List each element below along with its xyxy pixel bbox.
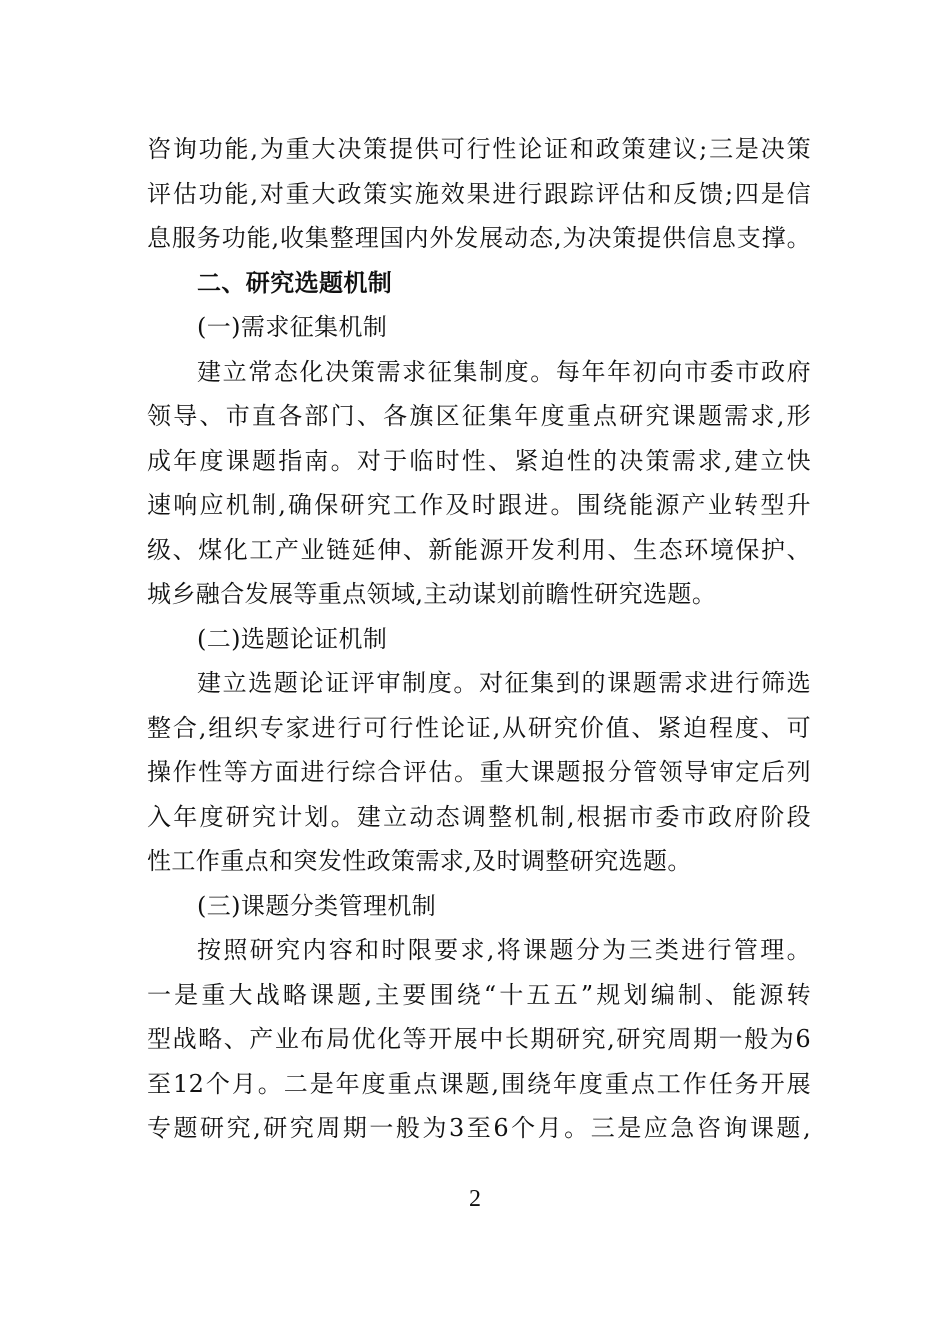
body-text-line: 至12个月。二是年度重点课题,围绕年度重点工作任务开展	[147, 1069, 811, 1098]
body-text-line: 领导、市直各部门、各旗区征集年度重点研究课题需求,形	[147, 402, 811, 430]
body-text-line: 成年度课题指南。对于临时性、紧迫性的决策需求,建立快	[147, 446, 811, 475]
body-text-line: 息服务功能,收集整理国内外发展动态,为决策提供信息支撑。	[147, 224, 811, 252]
body-text-line: 城乡融合发展等重点领域,主动谋划前瞻性研究选题。	[147, 580, 717, 608]
body-text-line: 操作性等方面进行综合评估。重大课题报分管领导审定后列	[147, 758, 811, 786]
body-text-line: 整合,组织专家进行可行性论证,从研究价值、紧迫程度、可	[147, 713, 811, 742]
page-number: 2	[469, 1186, 481, 1212]
section-heading: 二、研究选题机制	[197, 267, 393, 297]
body-text-line: 速响应机制,确保研究工作及时跟进。围绕能源产业转型升	[147, 491, 811, 519]
subsection-heading: (三)课题分类管理机制	[197, 891, 437, 920]
body-text-line: 性工作重点和突发性政策需求,及时调整研究选题。	[147, 847, 692, 875]
body-text-line: 专题研究,研究周期一般为3至6个月。三是应急咨询课题,	[147, 1114, 811, 1142]
body-text-line: 级、煤化工产业链延伸、新能源开发利用、生态环境保护、	[147, 535, 811, 564]
body-text-line: 型战略、产业布局优化等开展中长期研究,研究周期一般为6	[147, 1025, 811, 1053]
body-text-line: 一是重大战略课题,主要围绕“十五五”规划编制、能源转	[147, 980, 811, 1009]
body-text-line: 咨询功能,为重大决策提供可行性论证和政策建议;三是决策	[147, 135, 811, 163]
body-text-line: 建立常态化决策需求征集制度。每年年初向市委市政府	[197, 357, 811, 386]
body-text-line: 建立选题论证评审制度。对征集到的课题需求进行筛选	[197, 669, 811, 697]
subsection-heading: (二)选题论证机制	[197, 624, 388, 653]
subsection-heading: (一)需求征集机制	[197, 313, 388, 341]
body-text-line: 按照研究内容和时限要求,将课题分为三类进行管理。	[197, 936, 811, 964]
document-body	[147, 127, 811, 1151]
body-text-line: 评估功能,对重大政策实施效果进行跟踪评估和反馈;四是信	[147, 179, 811, 208]
body-text-line: 入年度研究计划。建立动态调整机制,根据市委市政府阶段	[147, 802, 811, 831]
